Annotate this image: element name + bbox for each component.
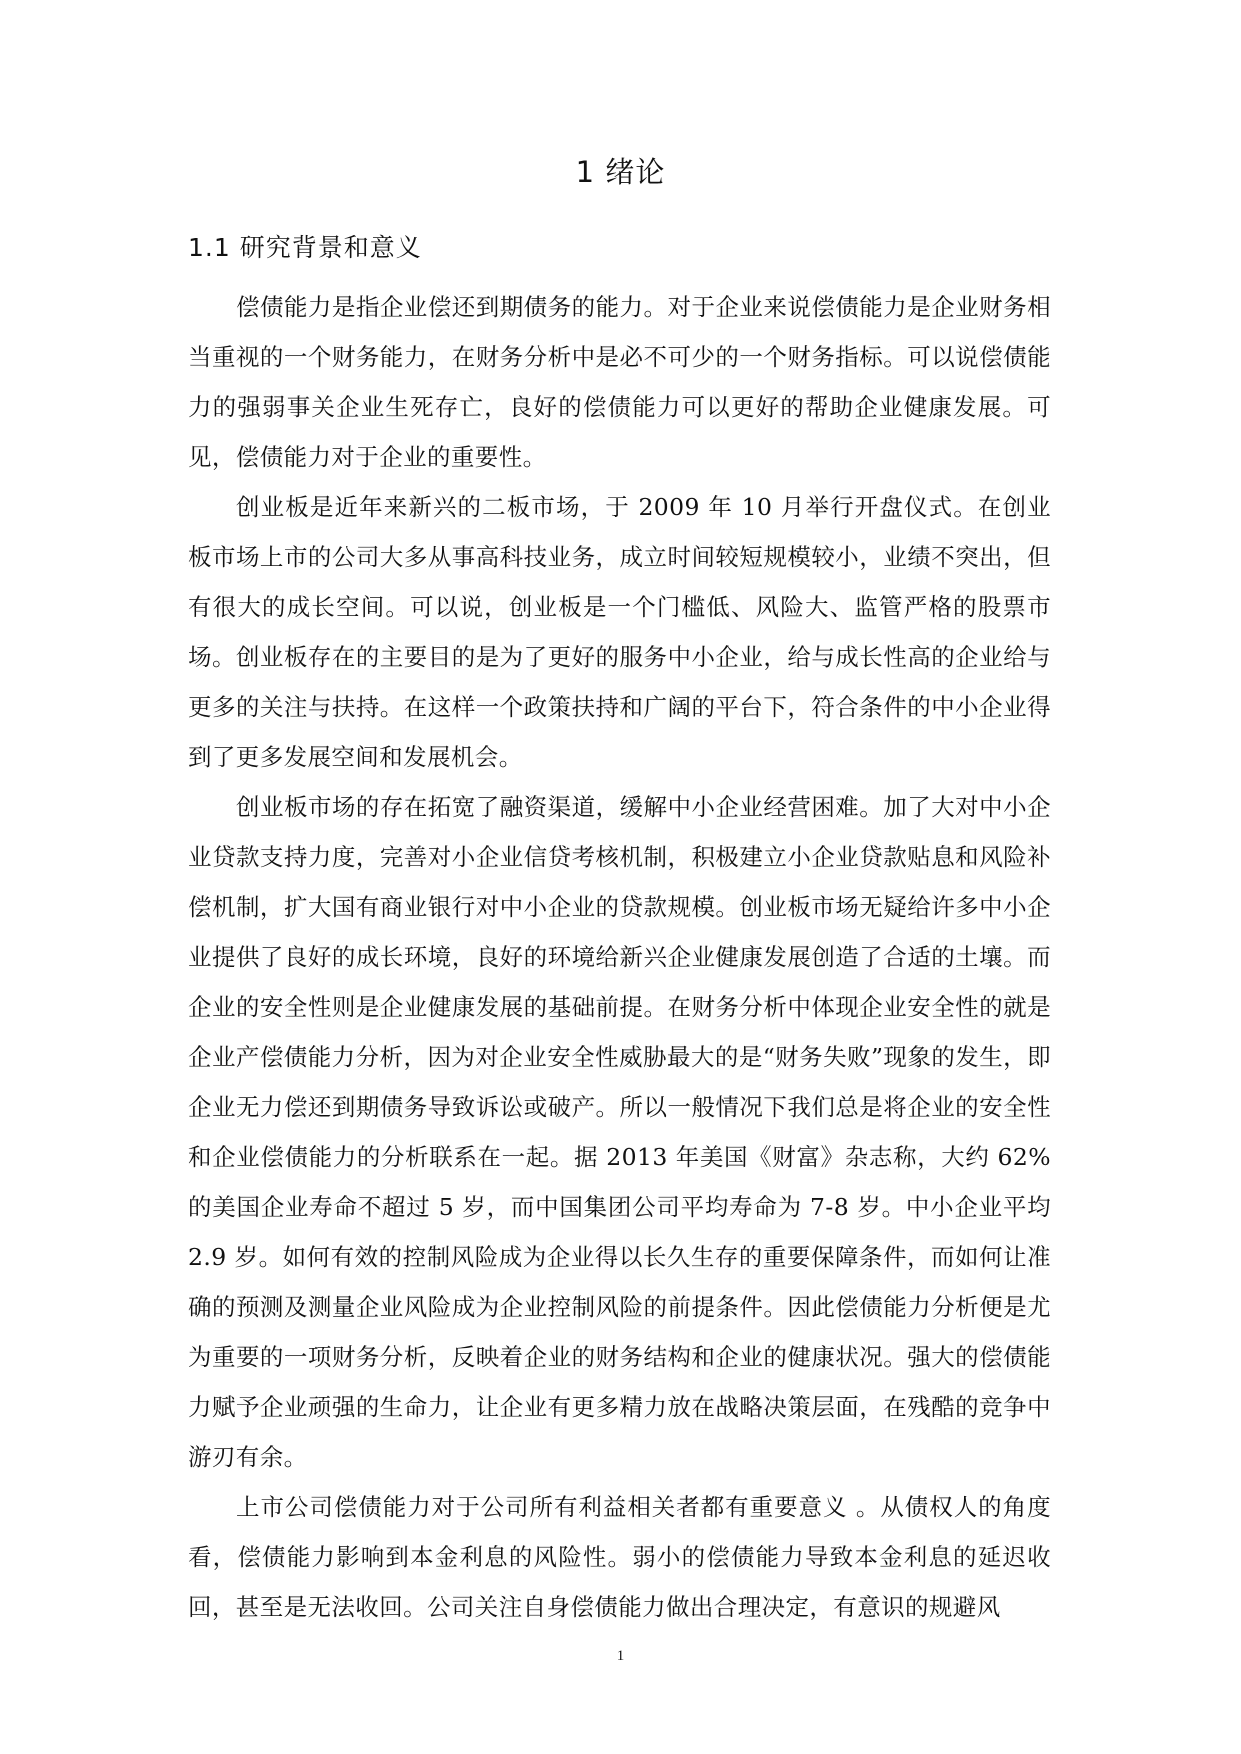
paragraph-4: 上市公司偿债能力对于公司所有利益相关者都有重要意义 。从债权人的角度看，偿债能力影响到本金利息的风险性。弱小的偿债能力导致本金利息的延迟收回，甚至是无法收回。公司关注自身偿债能力做出合理决定，有意识的规避风 [188,1493,1051,1621]
body-text [188,282,1051,1632]
paragraph-3: 创业板市场的存在拓宽了融资渠道，缓解中小企业经营困难。加了大对中小企业贷款支持力度，完善对小企业信贷考核机制，积极建立小企业贷款贴息和风险补偿机制，扩大国有商业银行对中小企业的贷款规模。创业板市场无疑给许多中小企业提供了良好的成长环境，良好的环境给新兴企业健康发展创造了合适的土壤。而企业的安全性则是企业健康发展的基础前提。在财务分析中体现企业安全性的就是企业产偿债能力分析，因为对企业安全性威胁最大的是“财务失败”现象的发生，即企业无力偿还到期债务导致诉讼或破产。所以一般情况下我们总是将企业的安全性和企业偿债能力的分析联系在一起。据 2013 年美国《财富》杂志称，大约 62%的美国企业寿命不超过 5 岁，而中国集团公司平均寿命为 7-8 岁。中小企业平均 2.9 岁。如何有效的控制风险成为企业得以长久生存的重要保障条件，而如何让准确的预测及测量企业风险成为企业控制风险的前提条件。因此偿债能力分析便是尤为重要的一项财务分析，反映着企业的财务结构和企业的健康状况。强大的偿债能力赋予企业顽强的生命力，让企业有更多精力放在战略决策层面，在残酷的竞争中游刃有余。 [188,793,1051,1471]
paragraph-2: 创业板是近年来新兴的二板市场，于 2009 年 10 月举行开盘仪式。在创业板市场上市的公司大多从事高科技业务，成立时间较短规模较小，业绩不突出，但有很大的成长空间。可以说，创业板是一个门槛低、风险大、监管严格的股票市场。创业板存在的主要目的是为了更好的服务中小企业，给与成长性高的企业给与更多的关注与扶持。在这样一个政策扶持和广阔的平台下，符合条件的中小企业得到了更多发展空间和发展机会。 [188,493,1051,771]
paragraph-1: 偿债能力是指企业偿还到期债务的能力。对于企业来说偿债能力是企业财务相当重视的一个财务能力，在财务分析中是必不可少的一个财务指标。可以说偿债能力的强弱事关企业生死存亡，良好的偿债能力可以更好的帮助企业健康发展。可见，偿债能力对于企业的重要性。 [188,293,1051,471]
chapter-title: 1 绪论 [575,155,666,189]
section-heading: 1.1 研究背景和意义 [188,233,422,262]
page-number: 1 [616,1648,625,1664]
